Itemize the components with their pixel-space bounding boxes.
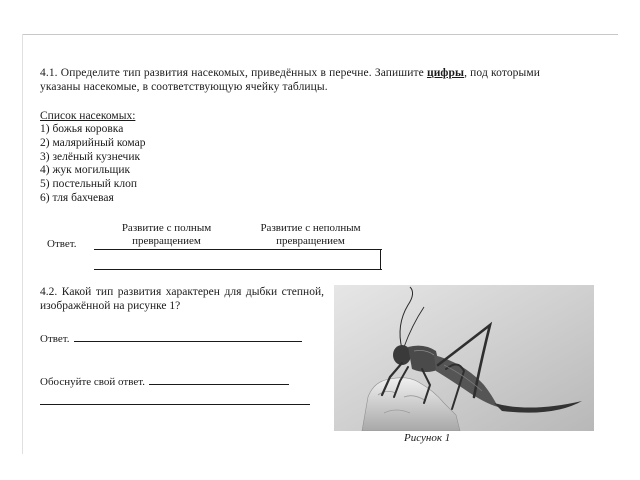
table-header-incomplete-line2: превращением — [276, 235, 345, 247]
table-header-complete-line1: Развитие с полным — [121, 222, 212, 234]
answer-label-4-2: Ответ. — [40, 333, 70, 345]
insect-list-title: Список насекомых: — [40, 110, 136, 122]
frame-left-border — [22, 34, 23, 454]
table-header-complete-line2: превращением — [132, 235, 201, 247]
justify-blank-long[interactable] — [40, 404, 310, 405]
list-item: 4) жук могильщик — [40, 164, 131, 177]
justify-label: Обоснуйте свой ответ. — [40, 376, 145, 388]
insect-list — [40, 123, 145, 206]
table-header-incomplete — [239, 222, 382, 248]
answer-label-4-1: Ответ. — [47, 238, 77, 250]
question-4-2: 4.2. Какой тип развития характерен для дыбки степной, изображённой на рисунке 1? — [40, 286, 324, 312]
justify-blank[interactable] — [149, 375, 289, 385]
answer-blank-4-2[interactable] — [74, 332, 302, 342]
justify-line — [40, 375, 289, 388]
q41-prefix: 4.1. Определите тип развития насекомых, приведённых в перечне. Запишите — [40, 67, 427, 79]
frame-top-border — [22, 34, 618, 35]
question-4-1 — [40, 66, 540, 94]
answer-table — [94, 222, 382, 270]
answer-line-4-2 — [40, 332, 302, 345]
q41-bold-word: цифры — [426, 67, 465, 79]
list-item: 2) малярийный комар — [40, 136, 146, 149]
figure-caption: Рисунок 1 — [404, 432, 451, 444]
list-item: 6) тля бахчевая — [40, 191, 114, 204]
table-rule-header — [94, 249, 382, 250]
steppe-katydid-photo — [334, 285, 594, 431]
list-item: 3) зелёный кузнечик — [40, 150, 141, 163]
q41-suffix: , под которыми указаны насекомые, в соответствующую ячейку таблицы. — [40, 67, 540, 93]
list-item: 1) божья коровка — [40, 123, 124, 135]
table-rule-bottom — [94, 269, 382, 270]
list-item: 5) постельный клоп — [40, 178, 138, 191]
table-header-incomplete-line1: Развитие с неполным — [260, 222, 361, 234]
table-rule-right — [380, 249, 381, 270]
table-header-complete — [94, 222, 239, 248]
